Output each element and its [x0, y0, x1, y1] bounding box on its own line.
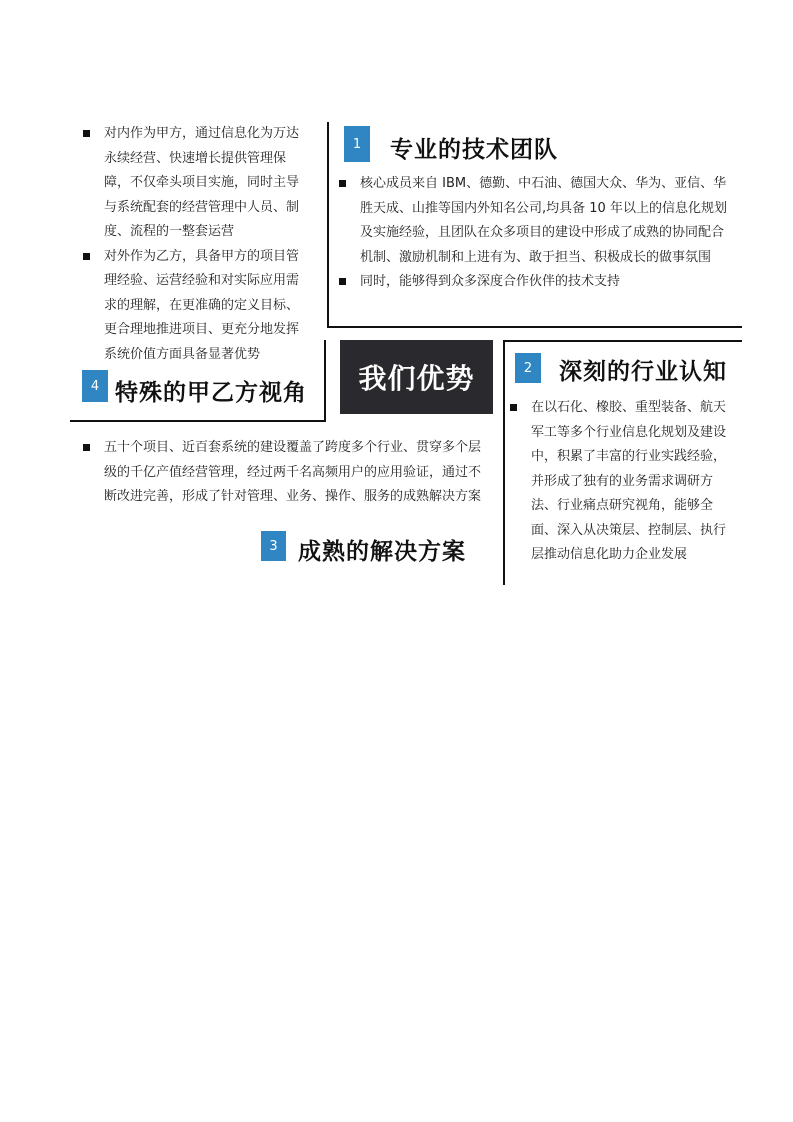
- industry-bullet-list: [507, 396, 729, 568]
- divider-vertical-team: [327, 122, 329, 328]
- section-title-industry: 深刻的行业认知: [559, 359, 727, 385]
- divider-horizontal-team: [327, 326, 742, 328]
- divider-horizontal-industry: [503, 340, 742, 342]
- dual-bullet-list: [80, 122, 310, 367]
- list-item: 在以石化、橡胶、重型装备、航天军工等多个行业信息化规划及建设中，积累了丰富的行业实践经验，并形成了独有的业务需求调研方法、行业痛点研究视角，能够全面、深入从决策层、控制层、执行层推动信息化助力企业发展: [507, 396, 729, 568]
- list-item: 对外作为乙方，具备甲方的项目管理经验、运营经验和对实际应用需求的理解，在更准确的定义目标、更合理地推进项目、更充分地发挥系统价值方面具备显著优势: [80, 245, 310, 368]
- divider-vertical-dual: [324, 340, 326, 422]
- team-bullet-list: [336, 172, 734, 295]
- list-item: 五十个项目、近百套系统的建设覆盖了跨度多个行业、贯穿多个层级的千亿产值经营管理，经过两千名高频用户的应用验证，通过不断改进完善，形成了针对管理、业务、操作、服务的成熟解决方案: [80, 436, 490, 510]
- center-title-box: 我们优势: [340, 340, 493, 414]
- section-number-badge-2: 2: [515, 353, 541, 383]
- list-item: 核心成员来自 IBM、德勤、中石油、德国大众、华为、亚信、华胜天成、山推等国内外知名公司,均具备 10 年以上的信息化规划及实施经验，且团队在众多项目的建设中形成了成熟的协同配合机制、激励机制和上进有为、敢于担当、积极成长的做事氛围: [336, 172, 734, 270]
- section-number-badge-1: 1: [344, 126, 370, 162]
- divider-horizontal-dual: [70, 420, 326, 422]
- section-number-badge-3: 3: [261, 531, 286, 561]
- list-item: 对内作为甲方，通过信息化为万达永续经营、快速增长提供管理保障，不仅牵头项目实施，同时主导与系统配套的经营管理中人员、制度、流程的一整套运营: [80, 122, 310, 245]
- solution-bullet-list: [80, 436, 490, 510]
- section-title-dual: 特殊的甲乙方视角: [115, 380, 307, 406]
- divider-vertical-industry: [503, 340, 505, 585]
- section-title-solution: 成熟的解决方案: [298, 539, 466, 565]
- section-number-badge-4: 4: [82, 370, 108, 402]
- section-title-team: 专业的技术团队: [390, 137, 558, 163]
- list-item: 同时，能够得到众多深度合作伙伴的技术支持: [336, 270, 734, 295]
